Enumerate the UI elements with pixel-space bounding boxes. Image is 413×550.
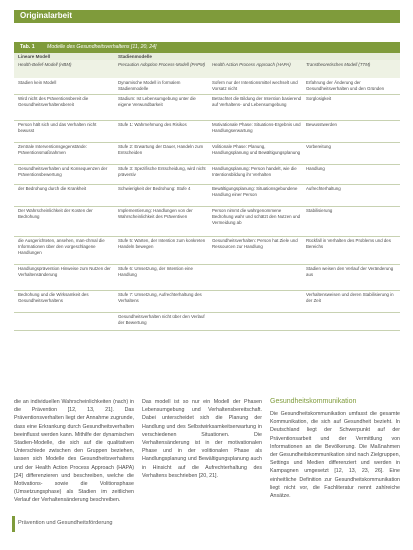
- table-column-header-row: [14, 60, 400, 78]
- table-cell: Stadium: Ist Lebensumgebung unter die eigene Verwundbarkeit: [118, 96, 196, 107]
- table-cell: Zentrale Interventionsgegenstände: Präventionsmaßnahmen: [18, 144, 88, 155]
- table-cell: Stufe 5: Warten, der Intention zum konkreten Handeln bewegen: [118, 238, 206, 249]
- table-cell: der Bedrohung durch die Krankheit: [18, 186, 87, 191]
- table-cell: Schwierigkeit der Bedrohung: Stufe 4: [118, 186, 191, 191]
- col-header-hapa: Health Action Process Approach (HAPA): [212, 62, 291, 67]
- col-header-hbm: Health-Belief-Modell (HBM): [18, 62, 72, 67]
- table-group-header-row: [14, 53, 400, 60]
- table-cell: Gesundheitsverhalten: Person hat Ziele und Ressourcen zur Handlung: [212, 238, 298, 249]
- body-column-2: [142, 398, 262, 480]
- table-cell: Stufe 6: Umsetzung, der Intention eine Handlung: [118, 266, 193, 277]
- table-cell: Person nimmt die wahrgenommene Bedrohung wahr und schätzt den Nutzen und Vermeidung ab: [212, 208, 301, 225]
- table-cell: Handlungsprävention Hinweise zum Nutzen der Verhaltensänderung: [18, 266, 111, 277]
- section-heading: Gesundheitskommunikation: [270, 398, 357, 405]
- table-cell: Stufe 7: Umsetzung, Aufrechterhaltung des Verhaltens: [118, 292, 202, 303]
- table-cell: Stufe 1: Wahrnehmung des Risikos: [118, 122, 187, 127]
- table-cell: Gesundheitsverhalten und Konsequenzen der Präventionsbewertung: [18, 166, 108, 177]
- table-cell: Bewältigungsplanung: Situationsgebundene Handlung einer Person: [212, 186, 298, 197]
- table-caption-bar: [14, 42, 400, 53]
- table-row-separator: [14, 184, 400, 185]
- body-text-2: Das modell ist so nur ein Modell der Phasen Lebensumgebung und Verhaltensbereitschaft. Dabei unterscheidet sich die Planung der Handlung und des Selbstwirksamkeitserwartung in verschiedenen Situationen. Die Verhaltensänderung ist in der motivationalen Phase und in der volitionalen Phase als Handlungsplanung und Bewältigungsplanung auch in Hinsicht auf die Aufrechterhaltung des Verhaltens beschrieben [20, 21].: [142, 399, 262, 479]
- table-row-separator: [14, 206, 400, 207]
- model-table-body: [14, 78, 400, 330]
- table-cell: Motivationale Phase: Situations-Ergebnis und Handlungserwartung: [212, 122, 301, 133]
- table-cell: Implementierung: Handlungen von der Wahrscheinlichkeit des Präventiven: [118, 208, 193, 219]
- table-row-separator: [14, 312, 400, 313]
- table-row-separator: [14, 94, 400, 95]
- table-cell: Stufe 2: Erwartung der Dauer, Handeln zum Entscheiden: [118, 144, 204, 155]
- table-cell: Sofern nur der Intentionsmittel wechselt und Vorsatz nicht: [212, 80, 298, 91]
- group-header-stage: Stadienmodelle: [118, 54, 152, 59]
- group-header-linear: Lineare Modell: [18, 54, 51, 59]
- table-row-separator: [14, 290, 400, 291]
- table-cell: Der Wahrscheinlichkeit der Kosten der Bedrohung: [18, 208, 93, 219]
- table-row-separator: [14, 264, 400, 265]
- table-row-separator: [14, 330, 400, 331]
- body-column-1: [14, 398, 134, 505]
- table-cell: Wird nicht des Präventionsbereit die Gesundheitsverhaltensbereit: [18, 96, 89, 107]
- table-cell: Aufrechterhaltung: [306, 186, 341, 191]
- table-cell: Stadien weisen den Verlauf der Veränderung aus: [306, 266, 394, 277]
- col-header-papm: Precaution Adoption Process-Modell (PAPM): [118, 62, 206, 67]
- table-cell: die Ausgerichteten, ansehen, man-chmal die Informationen über den vorgeschlagene Handlungen: [18, 238, 105, 255]
- table-cell: Stadien kein Modell: [18, 80, 57, 85]
- table-label: Tab. 1: [20, 44, 35, 50]
- table-row-separator: [14, 236, 400, 237]
- table-row-separator: [14, 120, 400, 121]
- section-tag-bar: [14, 10, 400, 23]
- section-tag: Originalarbeit: [20, 11, 73, 20]
- table-cell: Bedrohung und die Wirksamkeit des Gesundheitsverhaltens: [18, 292, 89, 303]
- table-cell: Volitionale Phase: Planung, Handlungsplanung und Bewältigungsplanung: [212, 144, 301, 155]
- table-cell: Erfahrung der Änderung der Gesundheitsverhalten und den Gründen: [306, 80, 385, 91]
- table-cell: Dynamische Modell in formalem Stadienmodelle: [118, 80, 181, 91]
- table-caption: Modelle des Gesundheitsverhaltens [11, 20, 24]: [47, 44, 157, 50]
- table-cell: Betrachtet die Bildung der Intention basierend auf Verhaltens- und Lebensumgebung: [212, 96, 302, 107]
- col-header-ttm: Transtheoretisches Modell (TTM): [306, 62, 371, 67]
- table-cell: Handlungsplanung: Person handelt, wie die Intentionsbildung ihr Verhalten: [212, 166, 297, 177]
- body-column-3: [270, 410, 400, 500]
- footer-text: Prävention und Gesundheitsförderung: [18, 520, 113, 526]
- table-cell: Sorglosigkeit: [306, 96, 332, 101]
- table-cell: Gesundheitsverhalten nicht über den Verlauf der Bewertung: [118, 314, 205, 325]
- footer-accent-bar: [12, 516, 15, 532]
- table-row-separator: [14, 164, 400, 165]
- table-row-separator: [14, 142, 400, 143]
- table-cell: Rückfall in Verhalten des Problems und des Bereichs: [306, 238, 391, 249]
- table-cell: Verhaltensweisen und deren Stabilisierung in der Zeit: [306, 292, 394, 303]
- body-text-1: die an individuellen Wahrscheinlichkeiten (nach) in die Prävention [12, 13, 21]. Das Präventionsverhalten liegt der Annahme zugrunde, dass eine Erkrankung durch Gesundheitsverhalten beeinflusst werden kann. Mithilfe der dynamischen Stadien-Modelle, die sich auf die qualitativen Unterschiede zwischen den Gruppen beziehen, lassen sich Modelle des Gesundheitsverhaltens und der Health Action Process Approach (HAPA) [24] differenzieren und beschreiben, welche die Motivations- sowie die Volitionsphase (Umsetzungsphase) als Stadien im zeitlichen Verlauf der Verhaltensänderung beschreiben.: [14, 399, 134, 504]
- table-cell: Bewusstwerden: [306, 122, 337, 127]
- table-cell: Handlung: [306, 166, 325, 171]
- table-cell: Stabilisierung: [306, 208, 333, 213]
- body-text-3: Die Gesundheitskommunikation umfasst die gesamte Kommunikation, die sich auf Gesundheit bezieht. In Deutschland liegt der Schwerpunkt auf der Präventionsarbeit und der Vermittlung von Informationen an die Bevölkerung. Die Maßnahmen der Gesundheitskommunikation sind nach Zielgruppen, Settings und Medien differenziert und werden in Kampagnen umgesetzt [12, 13, 23, 26]. Eine einheitliche Definition zur Gesundheitskommunikation liegt nicht vor, die Fachliteratur nennt zahlreiche Ansätze.: [270, 411, 400, 500]
- table-cell: Stufe 3: Spezifische Entscheidung, wird nicht präventiv: [118, 166, 206, 177]
- table-cell: Vorbereitung: [306, 144, 331, 149]
- table-cell: Person hält sich und das Verhalten nicht bewusst: [18, 122, 97, 133]
